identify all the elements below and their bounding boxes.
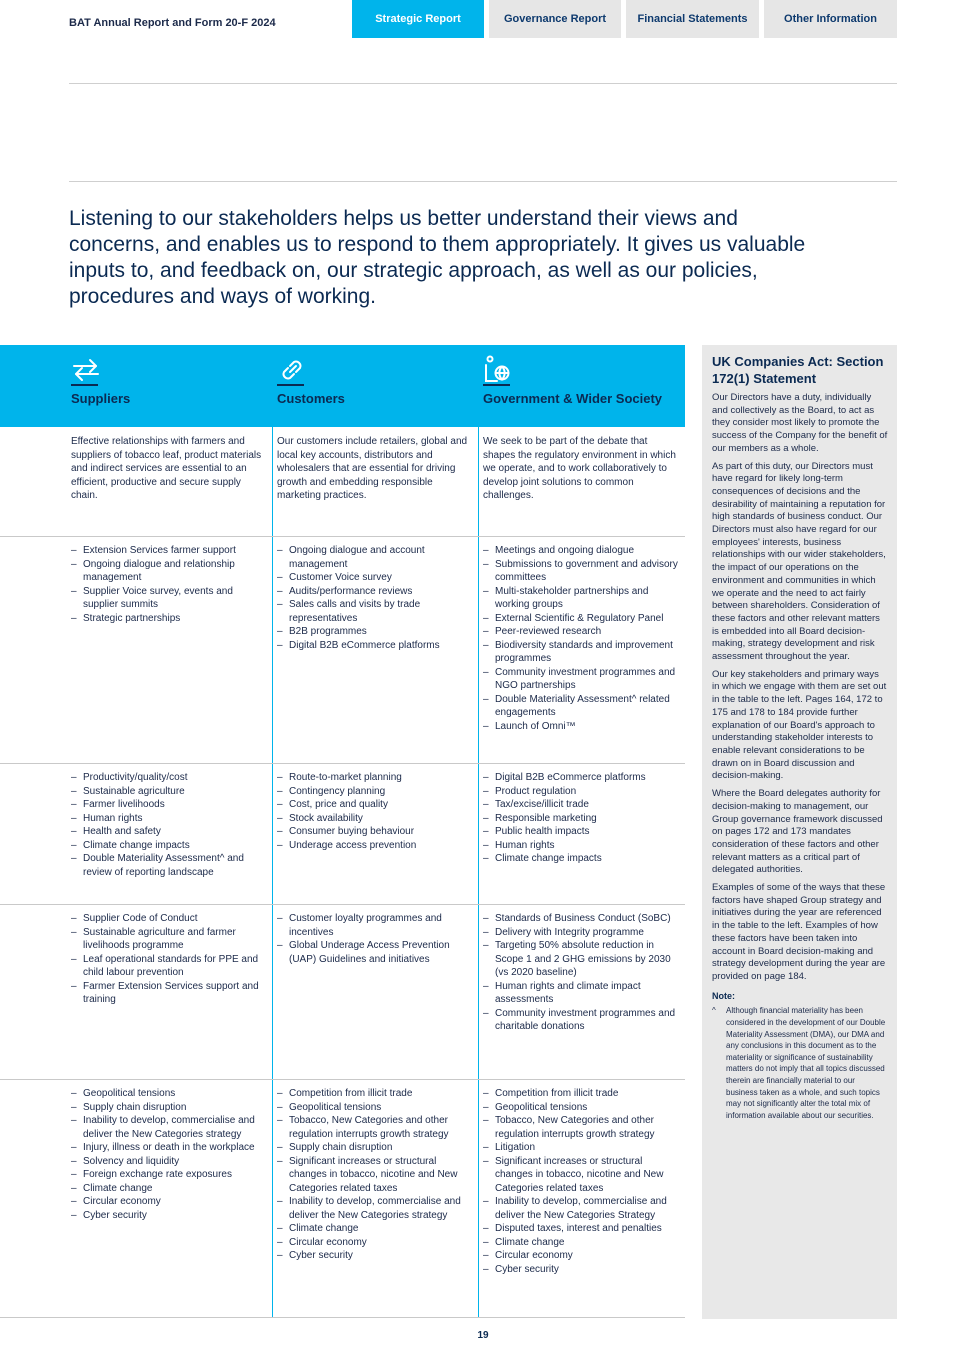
list-item: – Peer-reviewed research <box>483 625 681 639</box>
list-item: – Solvency and liquidity <box>71 1155 266 1169</box>
government-risks <box>483 1087 681 1276</box>
footnote-text: Although financial materiality has been considered in the development of our Double Materiality Assessment (DMA), our DMA and any conclusions in this document as to the materiality or significance of sustainability matters do not imply that all topics discussed therein are financially material to our business taken as a whole, and such topics may not significantly alter the total mix of information available about our securities. <box>726 1006 886 1120</box>
row-separator <box>0 904 685 905</box>
intro-statement: Listening to our stakeholders helps us better understand their views and concerns, and enables us to respond to them appropriately. It gives us valuable inputs to, and feedback on, our strategic approach, as well as our policies, procedures and ways of working. <box>69 207 806 308</box>
list-item: – Tobacco, New Categories and other regulation interrupts growth strategy <box>483 1114 681 1141</box>
list-item: – Consumer buying behaviour <box>277 825 473 839</box>
list-item: – Meetings and ongoing dialogue <box>483 544 681 558</box>
list-item: – Cyber security <box>483 1263 681 1277</box>
government-description: We seek to be part of the debate that shapes the regulatory environment in which we operate, and to work collaboratively to develop joint solutions to common challenges. <box>483 436 676 501</box>
list-item: – Climate change <box>483 1236 681 1250</box>
icon-underline <box>71 384 98 386</box>
list-item: – Stock availability <box>277 812 473 826</box>
suppliers-risks <box>71 1087 266 1222</box>
list-item: – Cyber security <box>277 1249 474 1263</box>
list-item: – Sales calls and visits by trade representatives <box>277 598 473 625</box>
list-item: – Multi-stakeholder partnerships and working groups <box>483 585 681 612</box>
page-number: 19 <box>477 1330 489 1341</box>
list-item: – Contingency planning <box>277 785 473 799</box>
list-item: – Tax/excise/illicit trade <box>483 798 681 812</box>
chain-link-icon <box>277 355 307 385</box>
list-item: – Extension Services farmer support <box>71 544 266 558</box>
list-item: – External Scientific & Regulatory Panel <box>483 612 681 626</box>
customers-description: Our customers include retailers, global and local key accounts, distributors and wholesalers that are essential for driving growth and embedding responsible marketing practices. <box>277 436 468 501</box>
list-item: – Litigation <box>483 1141 681 1155</box>
list-item: – Inability to develop, commercialise and deliver the New Categories strategy <box>277 1195 474 1222</box>
sidebar-paragraph: Where the Board delegates authority for decision-making to management, our Group governance framework discussed on pages 172 and 173 mandates consideration of these factors and other relevant matters as a critical part of delegated authorities. <box>712 788 883 876</box>
list-item: – Standards of Business Conduct (SoBC) <box>483 912 681 926</box>
sidebar-paragraph: Our Directors have a duty, individually and collectively as the Board, to act as they consider most likely to promote the success of the Company for the benefit of our members as a whole. <box>712 392 888 454</box>
list-item: – Farmer livelihoods <box>71 798 266 812</box>
list-item: – Strategic partnerships <box>71 612 266 626</box>
divider <box>69 83 897 84</box>
list-item: – Digital B2B eCommerce platforms <box>483 771 681 785</box>
column-separator <box>272 427 273 1317</box>
customers-responses <box>277 912 474 966</box>
list-item: – Competition from illicit trade <box>483 1087 681 1101</box>
list-item: – Human rights and climate impact assessments <box>483 980 681 1007</box>
column-header-customers <box>277 355 472 423</box>
list-item: – Digital B2B eCommerce platforms <box>277 639 473 653</box>
list-item: – Health and safety <box>71 825 266 839</box>
list-item: – Human rights <box>71 812 266 826</box>
list-item: – Geopolitical tensions <box>483 1101 681 1115</box>
suppliers-description: Effective relationships with farmers and suppliers of tobacco leaf, product materials and indirect services are essential to an efficient, productive and secure supply chain. <box>71 436 262 501</box>
list-item: – Delivery with Integrity programme <box>483 926 681 940</box>
column-header-suppliers <box>71 355 266 423</box>
list-item: – Audits/performance reviews <box>277 585 473 599</box>
suppliers-responses <box>71 912 266 1007</box>
list-item: – Cyber security <box>71 1209 266 1223</box>
customers-topics <box>277 771 473 852</box>
footnote-marker: ^ <box>712 1006 716 1016</box>
list-item: – Double Materiality Assessment^ and review of reporting landscape <box>71 852 266 879</box>
list-item: – Responsible marketing <box>483 812 681 826</box>
suppliers-engagement <box>71 544 266 625</box>
column-heading: Government & Wider Society <box>483 391 663 406</box>
list-item: – Double Materiality Assessment^ related engagements <box>483 693 681 720</box>
report-title: BAT Annual Report and Form 20-F 2024 <box>69 17 276 29</box>
note-heading: Note: <box>712 990 735 1001</box>
list-item: – Global Underage Access Prevention (UAP) Guidelines and initiatives <box>277 939 474 966</box>
column-heading: Customers <box>277 391 345 406</box>
government-engagement <box>483 544 681 733</box>
list-item: – Climate change impacts <box>483 852 681 866</box>
list-item: – Leaf operational standards for PPE and child labour prevention <box>71 953 266 980</box>
tab-strategic-report[interactable]: Strategic Report <box>352 0 484 38</box>
list-item: – Circular economy <box>483 1249 681 1263</box>
list-item: – Launch of Omni™ <box>483 720 681 734</box>
divider <box>69 181 897 182</box>
list-item: – Significant increases or structural changes in tobacco, nicotine and New Categories related taxes <box>483 1155 681 1196</box>
column-header-government <box>483 355 683 423</box>
list-item: – Supply chain disruption <box>277 1141 474 1155</box>
customers-risks <box>277 1087 474 1263</box>
list-item: – Human rights <box>483 839 681 853</box>
list-item: – Sustainable agriculture <box>71 785 266 799</box>
sidebar-paragraph: Examples of some of the ways that these factors have shaped Group strategy and initiatives during the year are referenced in the table to the left. Examples of how these factors have been taken into account in Board decision-making and strategy development during the year are provided on page 184. <box>712 882 886 982</box>
list-item: – Inability to develop, commercialise and deliver the New Categories strategy <box>71 1114 266 1141</box>
list-item: – Significant increases or structural changes in tobacco, nicotine and New Categories related taxes <box>277 1155 474 1196</box>
tab-other-information[interactable]: Other Information <box>764 0 897 38</box>
list-item: – Biodiversity standards and improvement programmes <box>483 639 681 666</box>
list-item: – Ongoing dialogue and relationship management <box>71 558 266 585</box>
list-item: – Productivity/quality/cost <box>71 771 266 785</box>
list-item: – Disputed taxes, interest and penalties <box>483 1222 681 1236</box>
footnote <box>712 1005 888 1121</box>
icon-underline <box>483 384 510 386</box>
sidebar-paragraph: Our key stakeholders and primary ways in which we engage with them are set out in the table to the left. Pages 164, 172 to 175 and 178 to 184 provide further explanation of our Board's approach to understanding stakeholder interests to enable relevant considerations to be drawn on in Board discussion and decision-making. <box>712 668 887 782</box>
sidebar-paragraph: As part of this duty, our Directors must have regard for likely long-term consequences of decisions and the desirability of maintaining a reputation for high standards of business conduct. Our Directors must also have regard for our employees' interests, business relationships with our wider stakeholders, the impact of our operations on the environment and communities in which we operate and the need to act fairly between shareholders. Consideration of these factors and other relevant matters is embedded into all Board decision-making, strategy development and risk assessment throughout the year. <box>712 460 886 663</box>
arrows-exchange-icon <box>71 355 101 385</box>
row-separator <box>0 1317 685 1318</box>
list-item: – Cost, price and quality <box>277 798 473 812</box>
tab-financial-statements[interactable]: Financial Statements <box>626 0 759 38</box>
list-item: – Customer Voice survey <box>277 571 473 585</box>
list-item: – Competition from illicit trade <box>277 1087 474 1101</box>
list-item: – Ongoing dialogue and account management <box>277 544 473 571</box>
sidebar-title: UK Companies Act: Section 172(1) Statement <box>712 354 884 386</box>
list-item: – Route-to-market planning <box>277 771 473 785</box>
list-item: – Circular economy <box>277 1236 474 1250</box>
list-item: – Supplier Code of Conduct <box>71 912 266 926</box>
list-item: – Supplier Voice survey, events and supplier summits <box>71 585 266 612</box>
list-item: – Farmer Extension Services support and training <box>71 980 266 1007</box>
customers-engagement <box>277 544 473 652</box>
section-172-sidebar <box>702 345 897 1319</box>
list-item: – Customer loyalty programmes and incentives <box>277 912 474 939</box>
person-globe-icon <box>483 355 513 385</box>
government-topics <box>483 771 681 866</box>
list-item: – Injury, illness or death in the workplace <box>71 1141 266 1155</box>
row-separator <box>0 1079 685 1080</box>
list-item: – Targeting 50% absolute reduction in Scope 1 and 2 GHG emissions by 2030 (vs 2020 baseline) <box>483 939 681 980</box>
tab-governance-report[interactable]: Governance Report <box>489 0 621 38</box>
row-separator <box>0 536 685 537</box>
list-item: – Public health impacts <box>483 825 681 839</box>
list-item: – B2B programmes <box>277 625 473 639</box>
list-item: – Inability to develop, commercialise and deliver the New Categories Strategy <box>483 1195 681 1222</box>
sidebar-body <box>712 392 888 1121</box>
list-item: – Community investment programmes and charitable donations <box>483 1007 681 1034</box>
list-item: – Climate change impacts <box>71 839 266 853</box>
government-responses <box>483 912 681 1034</box>
list-item: – Submissions to government and advisory committees <box>483 558 681 585</box>
row-separator <box>0 763 685 764</box>
list-item: – Underage access prevention <box>277 839 473 853</box>
column-separator <box>478 427 479 1317</box>
list-item: – Product regulation <box>483 785 681 799</box>
list-item: – Geopolitical tensions <box>277 1101 474 1115</box>
icon-underline <box>277 384 304 386</box>
list-item: – Community investment programmes and NGO partnerships <box>483 666 681 693</box>
list-item: – Climate change <box>71 1182 266 1196</box>
column-heading: Suppliers <box>71 391 131 406</box>
suppliers-topics <box>71 771 266 879</box>
list-item: – Sustainable agriculture and farmer livelihoods programme <box>71 926 266 953</box>
list-item: – Climate change <box>277 1222 474 1236</box>
list-item: – Supply chain disruption <box>71 1101 266 1115</box>
list-item: – Tobacco, New Categories and other regulation interrupts growth strategy <box>277 1114 474 1141</box>
list-item: – Circular economy <box>71 1195 266 1209</box>
list-item: – Geopolitical tensions <box>71 1087 266 1101</box>
list-item: – Foreign exchange rate exposures <box>71 1168 266 1182</box>
